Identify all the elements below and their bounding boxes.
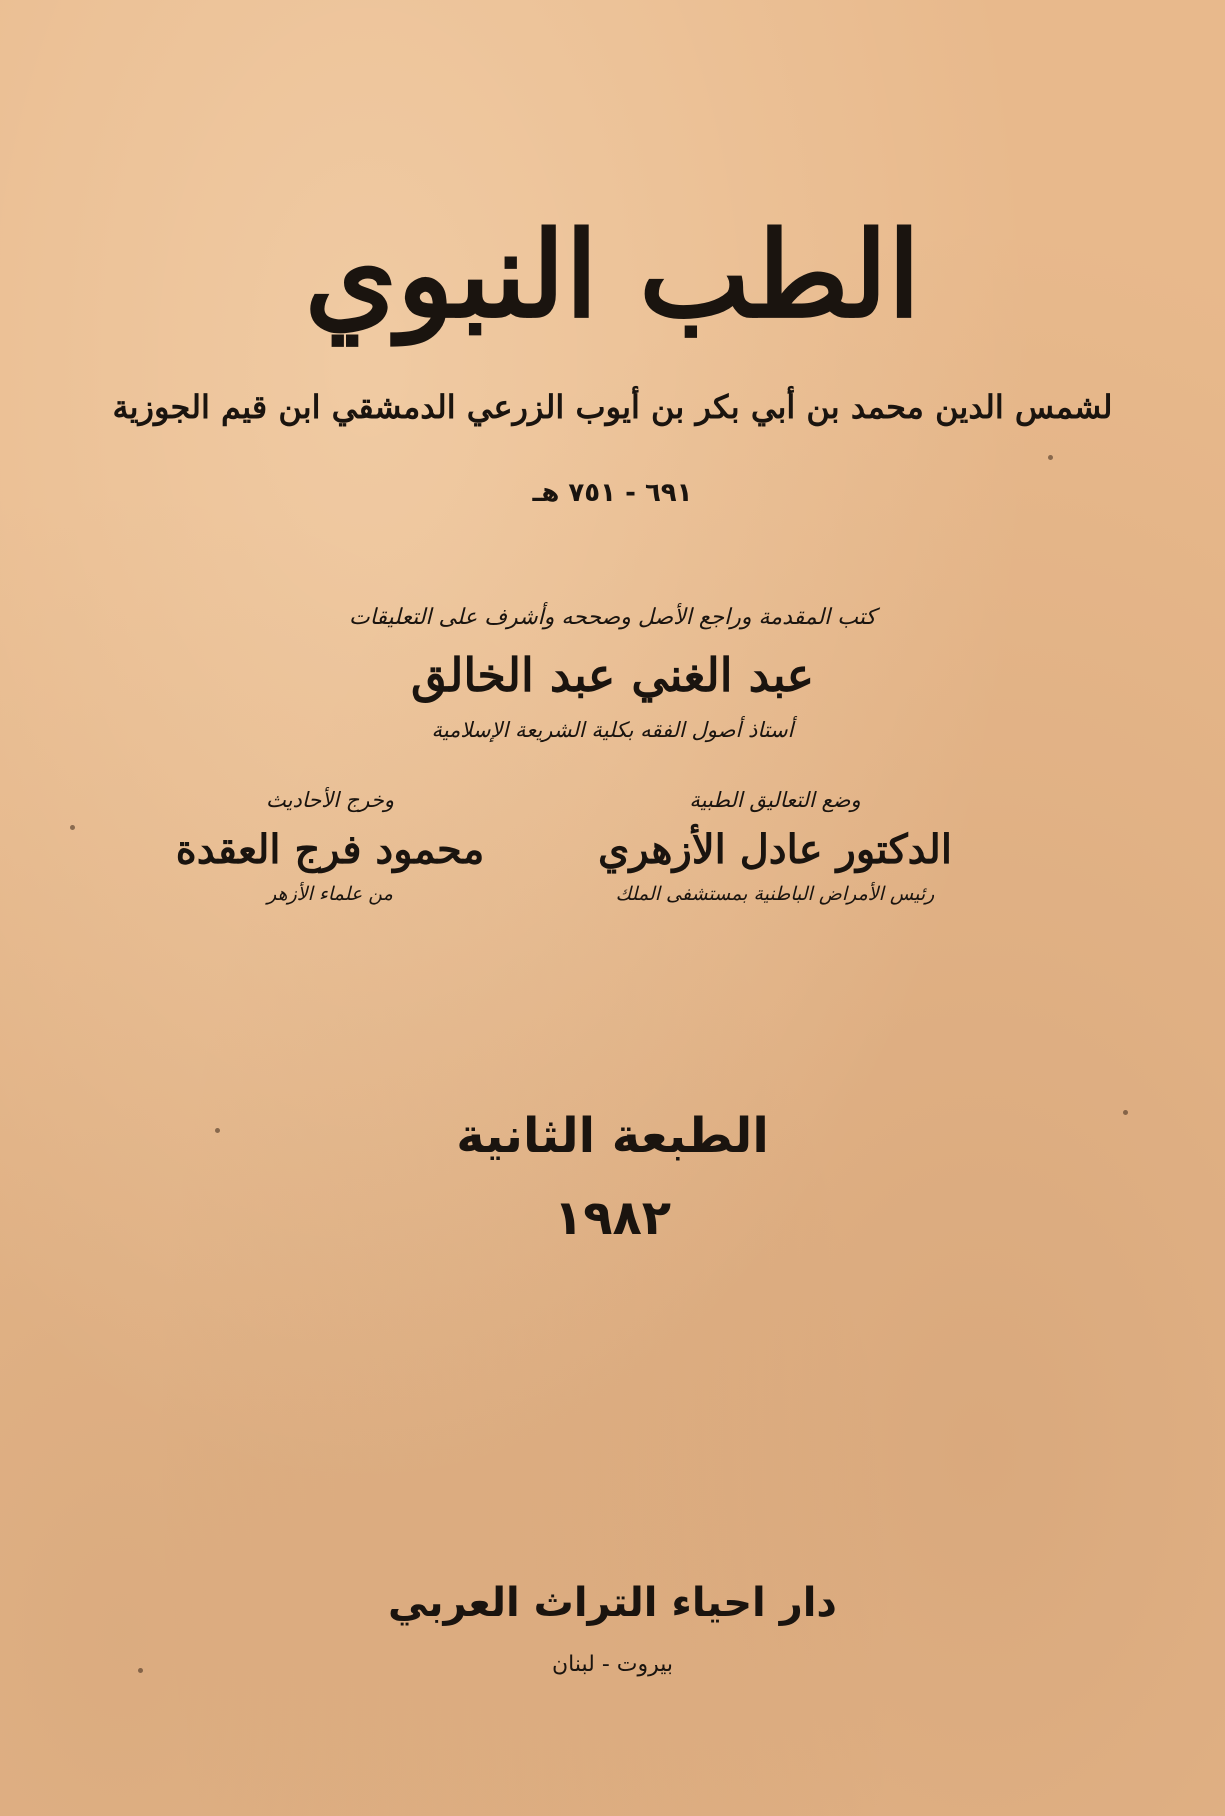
- edition-label: الطبعة الثانية: [456, 1108, 769, 1164]
- edition-year: ١٩٨٢: [553, 1190, 672, 1246]
- paper-speck: [1048, 455, 1053, 460]
- paper-speck: [215, 1128, 220, 1133]
- paper-speck: [1123, 1110, 1128, 1115]
- introduction-name: عبد الغني عبد الخالق: [410, 648, 815, 702]
- author-line: لشمس الدين محمد بن أبي بكر بن أيوب الزرعي الدمشقي ابن قيم الجوزية: [112, 388, 1113, 426]
- medical-notes-description: رئيس الأمراض الباطنية بمستشفى الملك: [615, 883, 935, 905]
- publisher-city: بيروت - لبنان: [552, 1652, 673, 1677]
- medical-notes-name: الدكتور عادل الأزهري: [598, 826, 952, 873]
- book-title: الطب النبوي: [304, 205, 921, 344]
- hadith-block: [120, 788, 540, 905]
- hadith-description: من علماء الأزهر: [267, 883, 393, 905]
- introduction-role: كتب المقدمة وراجع الأصل وصححه وأشرف على التعليقات: [348, 605, 877, 630]
- author-dates: ٦٩١ - ٧٥١ هـ: [532, 478, 693, 508]
- paper-speck: [70, 825, 75, 830]
- paper-speck: [138, 1668, 143, 1673]
- publisher-name: دار احياء التراث العربي: [388, 1580, 837, 1626]
- hadith-role: وخرج الأحاديث: [266, 788, 394, 812]
- hadith-name: محمود فرج العقدة: [175, 826, 485, 873]
- medical-notes-block: [565, 788, 985, 905]
- medical-notes-role: وضع التعاليق الطبية: [689, 788, 861, 812]
- introduction-description: أستاذ أصول الفقه بكلية الشريعة الإسلامية: [431, 718, 794, 742]
